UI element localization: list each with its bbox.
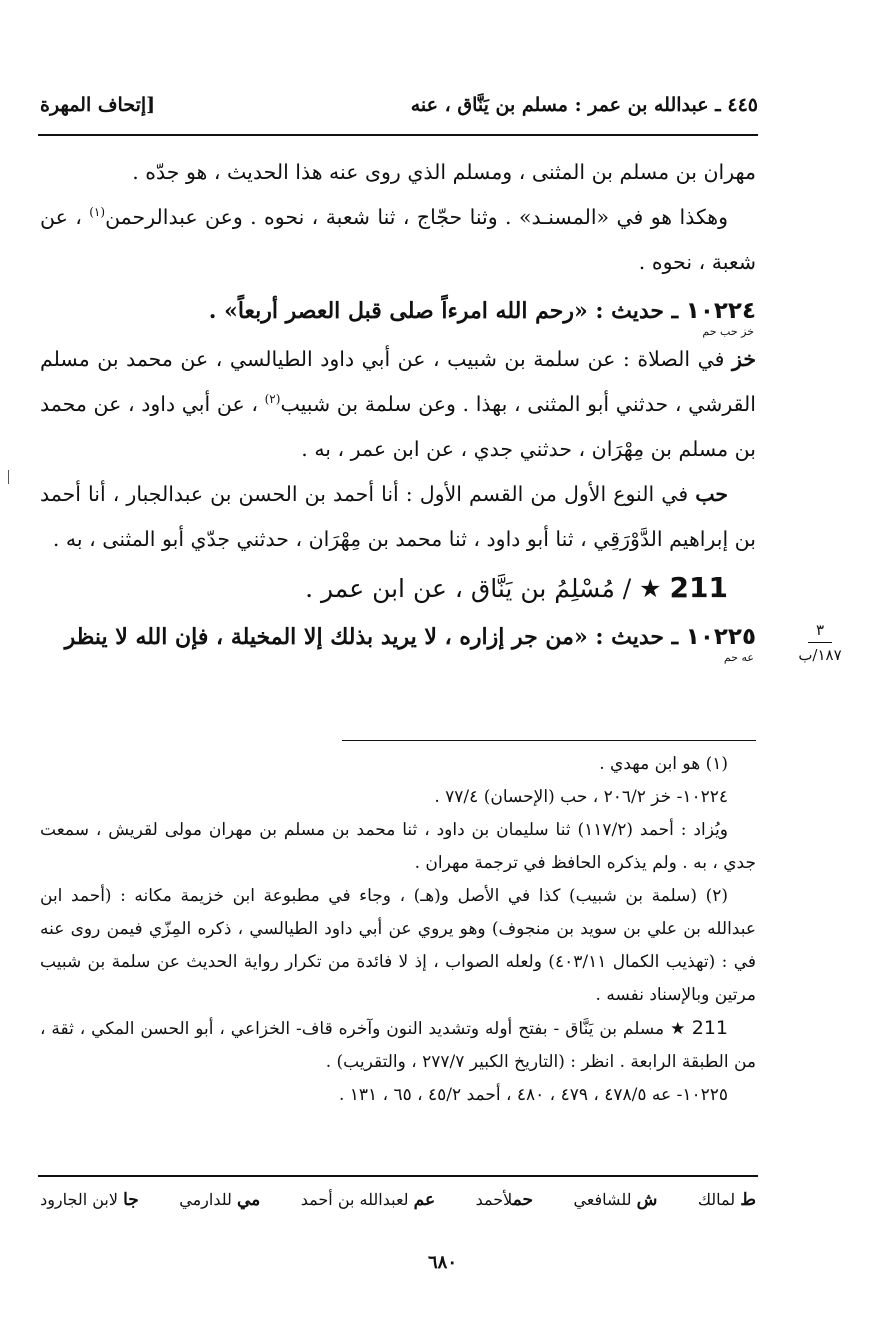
source-sigla-hb: حب (695, 482, 728, 506)
hadith-sigla: عه حم (723, 651, 754, 664)
legend-item: عم لعبدالله بن أحمد (300, 1190, 436, 1210)
hadith-sigla: خز حب حم (702, 325, 754, 338)
margin-mark (8, 470, 13, 484)
legend-item: ش للشافعي (573, 1190, 658, 1210)
footnote: (٢) (سلمة بن شبيب) كذا في الأصل و(هـ) ، وجاء في مطبوعة ابن خزيمة مكانه : (أحمد ابن عبدالله بن علي بن سويد بن منجوف) وهو يروي عن أبي داود الطيالسي ، ذكره المِزّي فيمن روى عنه في : (تهذيب الكمال ٤٠٣/١١) ولعله الصواب ، إذ لا فائدة من تكرار رواية الحديث عن سلمة بن شبيب مرتين وبالإسناد نفسه . (40, 886, 756, 1005)
hadith-number: ١٠٢٢٤ (685, 298, 756, 324)
footnote-ref-2: (٢) (264, 392, 281, 407)
hadith-number: ١٠٢٢٥ (685, 624, 756, 650)
narrator-heading (40, 562, 756, 615)
legend-item: جا لابن الجارود (40, 1190, 139, 1210)
abbreviation-legend (40, 1190, 756, 1210)
legend-item: مي للدارمي (179, 1190, 261, 1210)
header-rule (38, 134, 758, 136)
page-number: ٦٨٠ (427, 1252, 457, 1273)
main-text (40, 150, 756, 663)
hadith-body-khz: خز في الصلاة : عن سلمة بن شبيب ، عن أبي داود الطيالسي ، عن محمد بن مسلم القرشي ، حدثني أبو المثنى ، بهذا . وعن سلمة بن شبيب$^{(٢)}$ ، عن أبي داود ، عن محمد بن مسلم بن مِهْرَان ، حدثني جدي ، عن ابن عمر ، به . (40, 347, 756, 461)
legend-item: حملأحمد (475, 1190, 534, 1210)
margin-divider (808, 642, 832, 643)
legend-rule (38, 1175, 758, 1177)
footnote-rule (342, 740, 756, 741)
hadith-body-hb: حب في النوع الأول من القسم الأول : أنا أحمد بن الحسن بن عبدالجبار ، أنا أحمد بن إبراهيم الدَّوْرَقِي ، ثنا أبو داود ، ثنا محمد بن مِهْرَان ، حدثني جدّي أبو المثنى ، به . (40, 482, 756, 551)
narrator-text: ★ / مُسْلِمُ بن يَنَّاق ، عن ابن عمر . (305, 574, 670, 603)
margin-reference (790, 620, 850, 665)
hadith-heading-10225 (40, 615, 756, 660)
footnote: ١٠٢٢٥- عه ٤٧٨/٥ ، ٤٧٩ ، ٤٨٠ ، أحمد ٤٥/٢ ، ٦٥ ، ١٣١ . (338, 1085, 728, 1105)
text-paragraph: وهكذا هو في «المسنـد» . وثنا حجّاج ، ثنا شعبة ، نحوه . وعن عبدالرحمن$^{(١)}$ ، عن شعبة ، نحوه . (40, 205, 756, 274)
legend-item: ط لمالك (697, 1190, 756, 1210)
running-header (40, 88, 758, 122)
text-line: مهران بن مسلم بن المثنى ، ومسلم الذي روى عنه هذا الحديث ، هو جدّه . (132, 160, 756, 184)
footnote: ويُزاد : أحمد (١١٧/٢) ثنا سليمان بن داود ، ثنا محمد بن مسلم بن مهران مولى لقريش ، سمعت جدي ، به . ولم يذكره الحافظ في ترجمة مهران . (40, 820, 756, 873)
footnote-number: 211 (691, 1017, 728, 1039)
footnote: (١) هو ابن مهدي . (599, 754, 728, 774)
hadith-text: ـ حديث : «من جر إزاره ، لا يريد بذلك إلا المخيلة ، فإن الله لا ينظر (64, 624, 686, 650)
margin-folio: ١٨٧/ب (798, 646, 842, 664)
margin-volume: ٣ (815, 621, 825, 639)
footnotes (40, 748, 756, 1112)
hadith-text: ـ حديث : «رحم الله امرءاً صلى قبل العصر أربعاً» . (208, 298, 686, 324)
footnote-ref-1: (١) (89, 205, 106, 220)
narrator-number: 211 (669, 571, 728, 604)
footnote: 211 ★ مسلم بن يَنَّاق - بفتح أوله وتشديد النون وآخره قاف- الخزاعي ، أبو الحسن المكي ، ثقة ، من الطبقة الرابعة . انظر : (التاريخ الكبير ٢٧٧/٧ ، والتقريب) . (40, 1017, 756, 1072)
source-sigla-khz: خز (732, 347, 756, 371)
footnote: ١٠٢٢٤- خز ٢٠٦/٢ ، حب (الإحسان) ٧٧/٤ . (434, 787, 728, 807)
header-book-title: [إتحاف المهرة (40, 94, 156, 116)
header-chapter-title: ٤٤٥ ـ عبدالله بن عمر : مسلم بن يَنَّاق ، عنه (410, 94, 758, 116)
